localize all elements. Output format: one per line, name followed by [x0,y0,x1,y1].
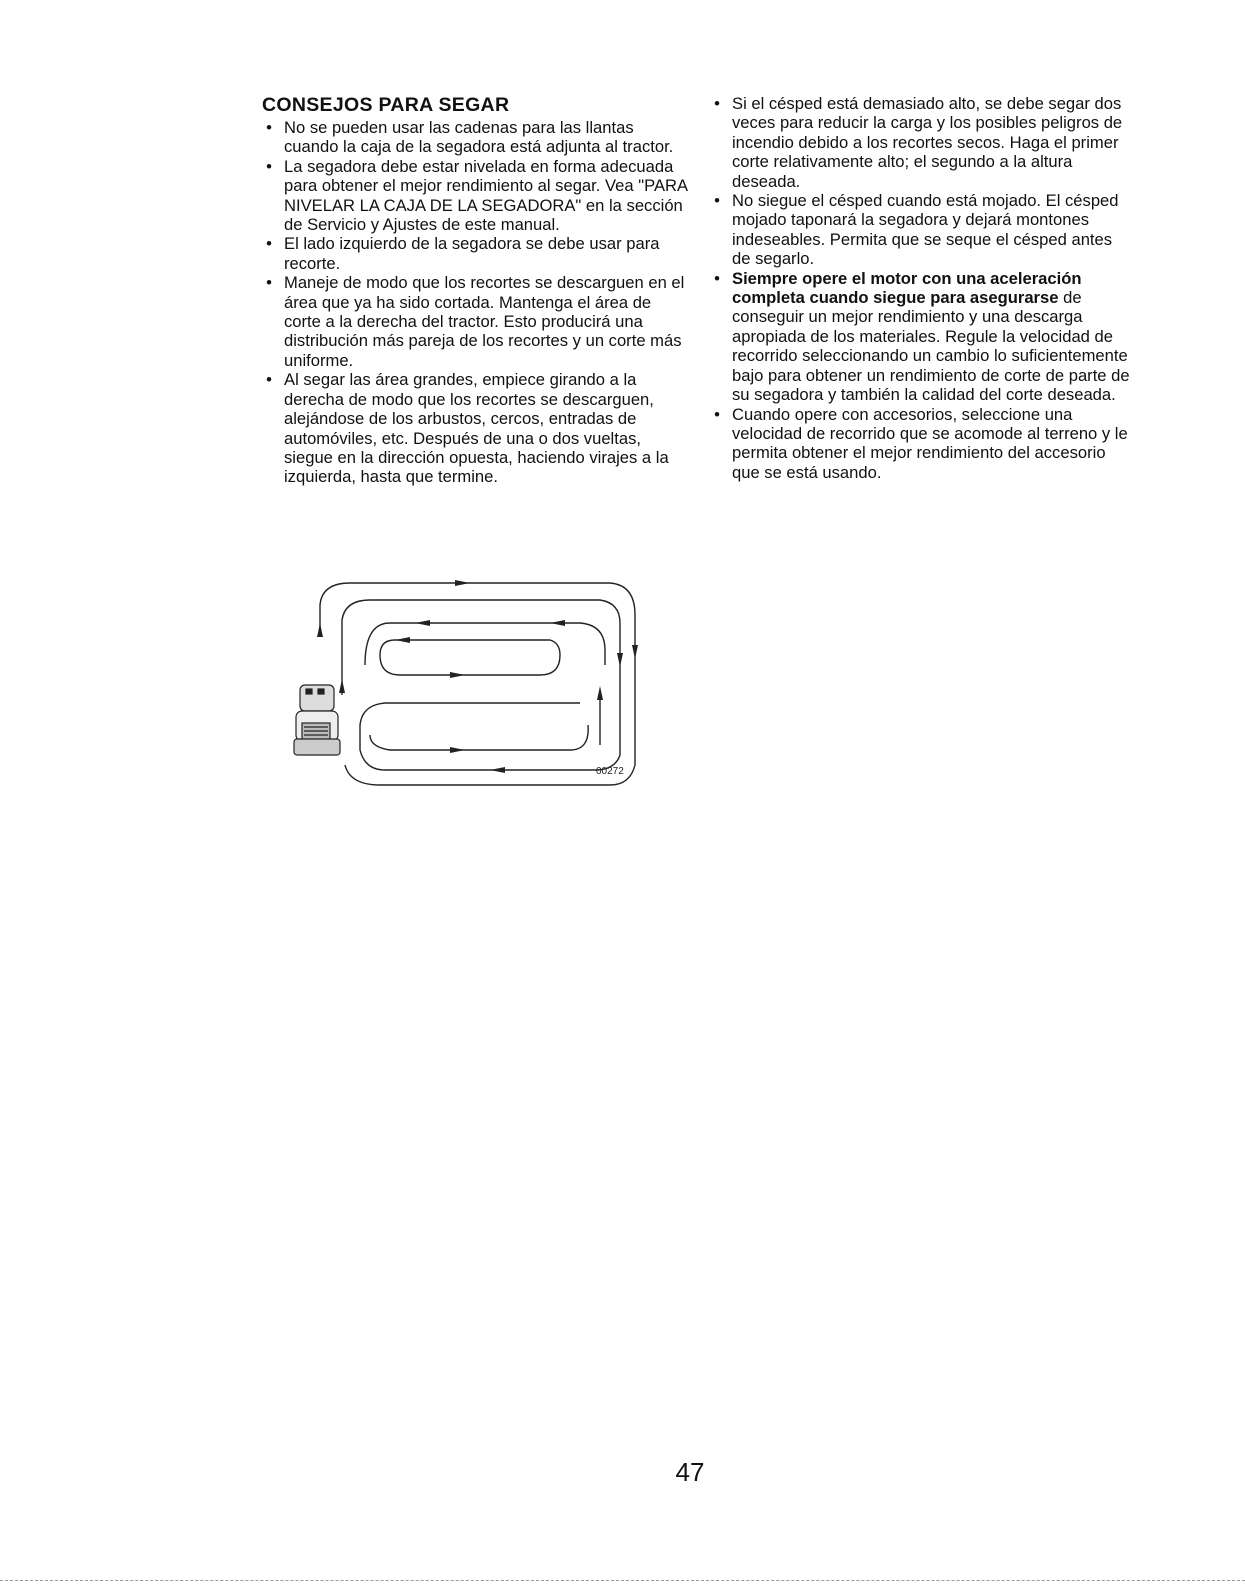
tips-list-right [710,94,1130,482]
list-item-text: Si el césped está demasiado alto, se debe segar dos veces para reducir la carga y los posibles peligros de incendio debido a los recortes secos. Haga el primer corte relativamente alto; el segundo a la altura deseada. [732,94,1123,191]
list-item-text: La segadora debe estar nivelada en forma adecuada para obtener el mejor rendimiento al segar. Vea "PARA NIVELAR LA CAJA DE LA SEGADORA" en la sección de Servicio y Ajustes de este manual. [284,156,688,235]
list-item-text: Al segar las área grandes, empiece girando a la derecha de modo que los recortes se descarguen, alejándose de los arbustos, cercos, entradas de automóviles, etc. Después de una o dos vueltas, siegue en la dirección opuesta, haciendo virajes a la izquierda, hasta que termine. [284,370,669,487]
list-item [710,405,1130,483]
list-item [262,118,692,157]
tractor-icon [294,685,340,755]
list-item-text: No se pueden usar las cadenas para las llantas cuando la caja de la segadora está adjunta al tractor. [284,118,674,157]
list-item [262,370,692,486]
list-item-text: Maneje de modo que los recortes se descarguen en el área que ya ha sido cortada. Mantenga el área de corte a la derecha del tractor. Esto producirá una distribución más pareja de los recortes y un corte más uniforme. [284,273,685,370]
arrow-icon [490,767,505,773]
inner-path-2 [380,640,560,675]
figure-label: 00272 [596,766,624,777]
arrow-icon [450,747,465,753]
arrow-icon [450,672,465,678]
list-item [710,269,1130,405]
section-heading: CONSEJOS PARA SEGAR [262,94,510,116]
bullet-icon: • [266,234,272,254]
second-path [342,600,620,770]
tips-list-left [262,118,692,487]
bullet-icon: • [714,191,720,211]
arrow-icon [617,653,623,667]
arrow-icon [632,645,638,659]
list-item [262,157,692,235]
list-item-emphasis: Siempre opere el motor con una aceleración completa cuando siegue para asegurarse [732,268,1082,308]
bullet-icon: • [714,268,720,288]
bullet-icon: • [266,273,272,293]
arrow-icon [415,620,430,626]
bullet-icon: • [714,94,720,113]
arrow-icon [317,623,323,637]
list-item [710,94,1130,191]
page-number: 47 [675,1457,705,1487]
mowing-pattern-diagram-icon [290,575,650,790]
outer-path [320,583,635,785]
bullet-icon: • [714,404,720,424]
bullet-icon: • [266,118,272,137]
arrow-icon [455,580,470,586]
list-item [262,273,692,370]
list-item [710,191,1130,269]
bullet-icon: • [266,156,272,176]
list-item-text: Cuando opere con accesorios, seleccione una velocidad de recorrido que se acomode al terreno y le permita obtener el mejor rendimiento del accesorio que se está usando. [732,404,1128,482]
arrow-icon [395,637,410,643]
right-column [710,94,1130,482]
left-column [262,94,692,487]
arrow-icon [339,679,345,693]
arrow-icon [550,620,565,626]
list-item-text: de conseguir un mejor rendimiento y una descarga apropiada de los materiales. Regule la velocidad de recorrido seleccionando un cambio lo suficientemente bajo para obtener un rendimiento de corte de parte de su segadora y también la calidad del corte deseada. [732,288,1130,405]
list-item-text: El lado izquierdo de la segadora se debe usar para recorte. [284,234,660,273]
page-bottom-rule [0,1580,1245,1581]
inner-path-1 [365,623,605,665]
arrow-icon [597,686,603,700]
bullet-icon: • [266,370,272,390]
list-item [262,234,692,273]
list-item-text: No siegue el césped cuando está mojado. El césped mojado taponará la segadora y dejará montones indeseables. Permita que se seque el césped antes de segarlo. [732,191,1119,269]
